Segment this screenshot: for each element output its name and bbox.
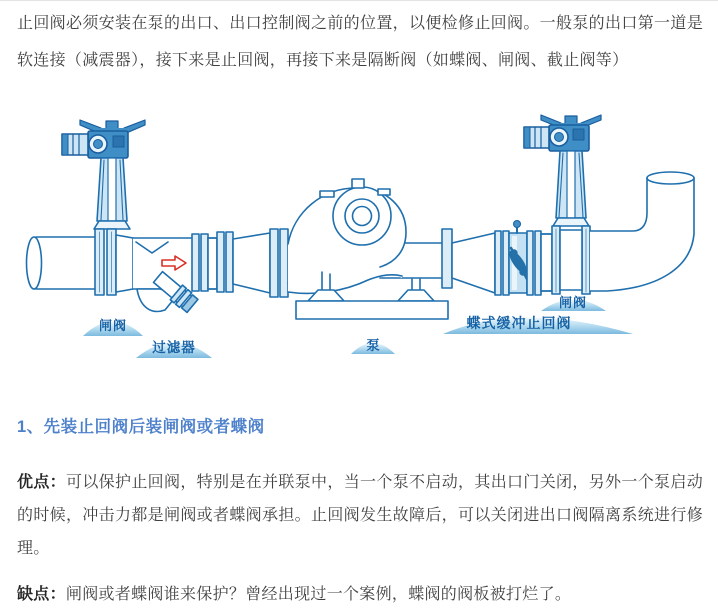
disadvantages-paragraph bbox=[17, 578, 703, 611]
label-strainer: 过滤器 bbox=[152, 340, 196, 355]
piping-diagram bbox=[0, 96, 718, 371]
advantages-label: 优点： bbox=[17, 474, 67, 491]
disadvantages-text: 闸阀或者蝶阀谁来保护？曾经出现过一个案例，蝶阀的阀板被打烂了。 bbox=[65, 586, 572, 603]
label-gate-valve-left: 闸阀 bbox=[98, 318, 128, 333]
strainer-section bbox=[133, 238, 199, 313]
section-heading: 1、先装止回阀后装闸阀或者蝶阀 bbox=[17, 418, 265, 436]
suction-pipe bbox=[27, 237, 97, 289]
check-valve bbox=[442, 221, 552, 296]
intro-paragraph: 止回阀必须安装在泵的出口、出口控制阀之前的位置，以便检修止回阀。一般泵的出口第一道是软连接（减震器），接下来是止回阀，再接下来是隔断阀（如蝶阀、闸阀、截止阀等） bbox=[17, 15, 703, 69]
piping-diagram-svg bbox=[0, 96, 718, 371]
advantages-text: 可以保护止回阀，特别是在并联泵中，当一个泵不启动，其出口门关闭，另外一个泵启动的时候，冲击力都是闸阀或者蝶阀承担。止回阀发生故障后，可以关闭进出口阀隔离系统进行修理。 bbox=[17, 474, 704, 557]
advantages-paragraph bbox=[17, 466, 703, 565]
label-check-valve: 蝶式缓冲止回阀 bbox=[466, 315, 572, 331]
disadvantages-label: 缺点： bbox=[17, 586, 66, 603]
elbow-riser bbox=[590, 172, 694, 291]
label-pump: 泵 bbox=[366, 338, 380, 353]
pump bbox=[288, 179, 448, 319]
label-gate-valve-right: 闸阀 bbox=[558, 295, 588, 310]
